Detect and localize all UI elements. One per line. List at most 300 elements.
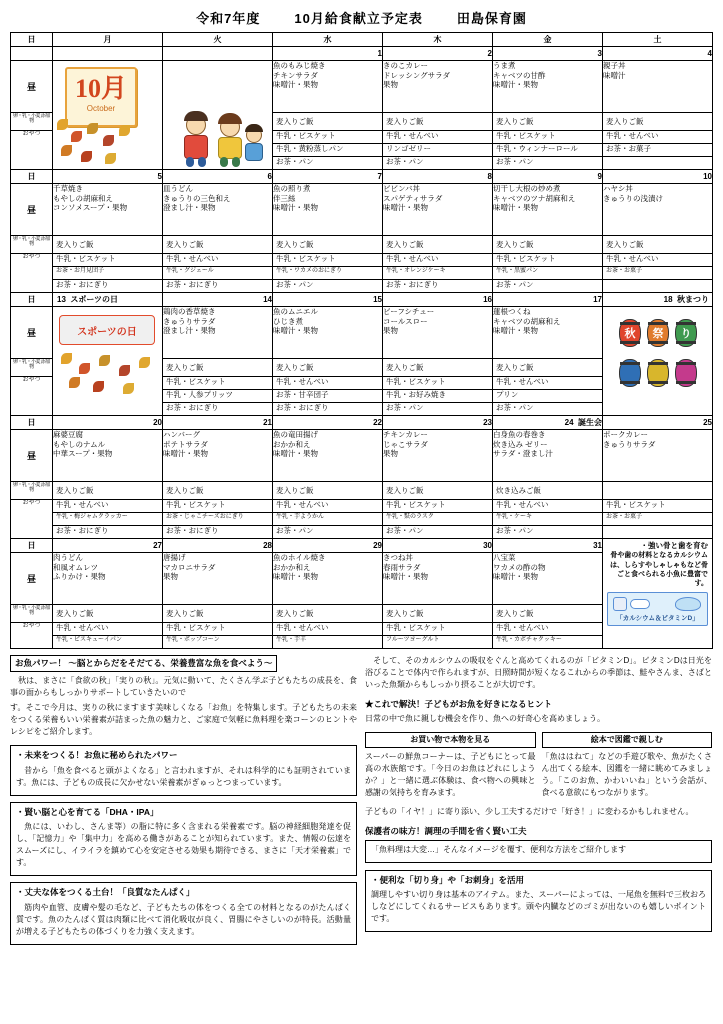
lunch-label: 昼	[11, 307, 53, 359]
snack-cell: 牛乳・せんべい	[603, 254, 713, 267]
menu-item: 肉うどん	[53, 553, 83, 562]
dow-header-row	[11, 33, 713, 47]
tip-books	[542, 732, 713, 802]
snack-cell: お茶・パン	[493, 526, 603, 539]
rice-cell: 麦入りご飯	[53, 236, 163, 254]
snack-label: おやつ	[11, 254, 53, 293]
menu-item: キャベツの胡麻和え	[493, 316, 561, 326]
lunch-menu-cell	[163, 553, 273, 605]
dow-wed: 水	[273, 33, 383, 47]
menu-item: 味噌汁	[603, 70, 626, 80]
leaf-icon	[69, 377, 80, 388]
snack-cell: 牛乳・せんべい	[53, 500, 163, 513]
menu-item: ハンバーグ	[163, 430, 200, 439]
menu-item: 澄まし汁・果物	[163, 326, 216, 336]
lantern-icon	[619, 319, 641, 347]
newsletter-articles	[10, 655, 713, 951]
allergy-label: 卵・乳・小麦 添加物	[11, 359, 53, 377]
menu-item: うま煮	[493, 61, 516, 70]
lantern-icon	[647, 359, 669, 387]
dow-sun-repeat: 日	[11, 170, 53, 184]
article-heading: ★これで解決！子どもがお魚を好きになるヒント	[365, 699, 553, 709]
snack-label: おやつ	[11, 623, 53, 649]
page-title: 10月給食献立予定表	[294, 11, 423, 26]
event-label: 誕生会	[578, 418, 602, 427]
snack-3-row	[11, 267, 713, 280]
snack-cell: 牛乳・梅ジャムクラッカー	[53, 513, 163, 526]
snack-cell: 牛乳・せんべい	[163, 254, 273, 267]
snack-cell: 牛乳・ビスケット	[493, 131, 603, 144]
lunch-menu-cell	[383, 61, 493, 113]
menu-item: ポテトサラダ	[163, 439, 208, 449]
article-future-power	[10, 745, 357, 796]
snack-cell: 牛乳・ビスケット	[603, 500, 713, 513]
menu-item: コンソメスープ・果物	[53, 203, 128, 213]
sports-day-illustration-cell	[53, 307, 163, 416]
rice-cell: 麦入りご飯	[273, 236, 383, 254]
snack-cell: お茶・パン	[493, 280, 603, 293]
menu-item: 魚の照り煮	[273, 184, 311, 193]
rice-cell: 麦入りご飯	[163, 236, 273, 254]
date-cell: 14	[163, 293, 273, 307]
snack-cell: お茶・お菓子	[603, 267, 713, 280]
snack-cell: お茶・じゃこチーズおにぎり	[163, 513, 273, 526]
dow-sun-repeat: 日	[11, 416, 53, 430]
dow-sun-repeat: 日	[11, 293, 53, 307]
snack-cell: 牛乳・オレンジケーキ	[383, 267, 493, 280]
snack-cell: 牛乳・せんべい	[273, 377, 383, 390]
snack-cell: 牛乳・せんべい	[273, 623, 383, 636]
era-label: 令和7年度	[196, 11, 261, 26]
snack-cell: 牛乳・芋ようかん	[273, 513, 383, 526]
date-cell: 28	[163, 539, 273, 553]
october-illustration-cell	[53, 61, 163, 170]
lunch-menu-cell	[383, 307, 493, 359]
article-dha-ipa	[10, 802, 357, 877]
snack-cell: 牛乳・芋羊	[273, 636, 383, 649]
rice-row	[11, 236, 713, 254]
snack-6-row	[11, 280, 713, 293]
date-cell: 8	[383, 170, 493, 184]
lunch-menu-cell	[603, 430, 713, 482]
menu-item: 味噌汁・果物	[383, 203, 428, 213]
snack-cell: お茶・おにぎり	[53, 526, 163, 539]
article-tips	[365, 732, 712, 818]
snack-cell: 牛乳・ワカメのおにぎり	[273, 267, 383, 280]
article-paragraph: スーパーの鮮魚コーナーは、子どもにとって最高の水族館です。「今日のお魚はどれにしようか？」と一緒に選ぶ体験は、食べ物への興味と感謝の気持ちを育みます。	[365, 751, 536, 797]
snack-cell: 牛乳・ビスケット	[273, 254, 383, 267]
menu-item: チキンサラダ	[273, 70, 318, 80]
leaf-icon	[105, 153, 116, 164]
snack-cell: プリン	[493, 390, 603, 403]
lunch-menu-cell	[273, 184, 383, 236]
menu-item: 魚の竜田揚げ	[273, 430, 318, 439]
article-paragraph: 子どもの「イヤ！」に寄り添い、少し工夫するだけで「好き！」に変わるかもしれません。	[365, 806, 694, 816]
menu-item: 味噌汁・果物	[273, 80, 318, 90]
date-cell: 9	[493, 170, 603, 184]
article-vitamin-d	[365, 655, 712, 691]
article-paragraph: そして、そのカルシウムの吸収をぐんと高めてくれるのが「ビタミンD」。ビタミンDは日光を浴びることで体内で作られますが、日照時間が短くなるこれからの季節は、鮭やさんま、さばといった魚類からもしっかり摂ることが大切です。	[365, 656, 712, 689]
lunch-menu-cell	[493, 553, 603, 605]
date-cell: 20	[53, 416, 163, 430]
article-heading: ・便利な「切り身」や「お刺身」を活用	[371, 874, 525, 885]
rice-cell	[603, 482, 713, 500]
document-header	[10, 8, 713, 27]
calcium-heading: ・強い骨と歯を育む	[640, 541, 708, 550]
snack-label: おやつ	[11, 131, 53, 170]
leaf-icon	[61, 353, 72, 364]
menu-item: ワカメの酢の物	[493, 562, 546, 572]
date-row	[11, 416, 713, 430]
tip-heading: 絵本で図鑑で親しむ	[542, 732, 713, 748]
lunch-label: 昼	[11, 430, 53, 482]
tip-heading: お買い物で本物を見る	[365, 732, 536, 748]
menu-item: 味噌汁・果物	[273, 326, 318, 336]
menu-item: 麻婆豆腐	[53, 430, 83, 439]
rice-cell: 麦入りご飯	[273, 482, 383, 500]
allergy-label: 卵・乳・小麦 添加物	[11, 482, 53, 500]
date-cell: 27	[53, 539, 163, 553]
snack-cell: 牛乳・ケーキ	[493, 513, 603, 526]
date-cell: 23	[383, 416, 493, 430]
rice-cell: 炊き込みご飯	[493, 482, 603, 500]
menu-item: 千草焼き	[53, 184, 83, 193]
lunch-menu-cell	[383, 184, 493, 236]
menu-item: きゅうりの三色和え	[163, 193, 231, 203]
menu-item: 味噌汁・果物	[163, 449, 208, 459]
rice-row	[11, 482, 713, 500]
menu-item: 味噌汁・果物	[383, 572, 428, 582]
snack-9-row	[11, 254, 713, 267]
sports-day-banner: スポーツの日	[59, 315, 155, 345]
leaf-icon	[71, 131, 82, 142]
snack-cell: お茶・パン	[493, 403, 603, 416]
article-paragraph: 秋は、まさに「食欲の秋」「実りの秋」。元気に動いて、たくさん学ぶ子どもたちの成長を、食事の面からもしっかりサポートしていきたいので	[10, 675, 357, 697]
date-cell: 30	[383, 539, 493, 553]
leaf-icon	[119, 365, 130, 376]
rice-cell: 麦入りご飯	[273, 113, 383, 131]
menu-item: 味噌汁・果物	[493, 203, 538, 213]
menu-item: サラダ・澄まし汁	[493, 449, 553, 459]
october-card	[65, 67, 137, 127]
lantern-char: り	[680, 328, 692, 340]
snack-cell: お茶・おにぎり	[273, 403, 383, 416]
menu-item: 魚のムニエル	[273, 307, 318, 316]
snack-cell: お茶・おにぎり	[163, 403, 273, 416]
date-row	[11, 170, 713, 184]
leaf-icon	[123, 383, 134, 394]
lunch-menu-cell	[493, 184, 603, 236]
rice-cell: 麦入りご飯	[493, 236, 603, 254]
rice-cell: 麦入りご飯	[603, 236, 713, 254]
october-card-english: October	[86, 103, 116, 113]
snack-cell: 牛乳・黄粉蒸しパン	[273, 144, 383, 157]
menu-item: コールスロー	[383, 316, 428, 326]
date-number: 18	[663, 295, 673, 304]
leaf-icon	[99, 355, 110, 366]
lantern-icon	[675, 359, 697, 387]
rice-cell: 麦入りご飯	[163, 605, 273, 623]
lantern-icon	[619, 359, 641, 387]
snack-label: おやつ	[11, 500, 53, 539]
menu-item: ビーフシチュー	[383, 307, 435, 316]
date-row	[11, 293, 713, 307]
leaf-icon	[119, 125, 130, 136]
date-cell: 5	[53, 170, 163, 184]
snack-cell: 牛乳・黒蜜パン	[493, 267, 603, 280]
snack-cell	[603, 157, 713, 170]
snack-cell	[603, 526, 713, 539]
article-paragraph: 「魚料理は大変…」そんなイメージを覆す、便利な方法をご紹介します	[371, 844, 627, 854]
menu-item: スパゲティサラダ	[383, 193, 443, 203]
menu-item: おかか和え	[273, 439, 311, 449]
menu-item: 唐揚げ	[163, 553, 186, 562]
menu-item: 味噌汁・果物	[493, 572, 538, 582]
snack-cell: 牛乳・グジェール	[163, 267, 273, 280]
snack-cell: 牛乳・せんべい	[603, 131, 713, 144]
menu-item: 魚のもみじ焼き	[273, 61, 326, 70]
date-number: 13	[57, 295, 66, 304]
date-cell-event	[53, 293, 163, 307]
rice-cell: 麦入りご飯	[383, 113, 493, 131]
article-heading: 保護者の味方！調理の手間を省く賢い工夫	[365, 825, 527, 836]
date-cell: 22	[273, 416, 383, 430]
menu-item: 春雨サラダ	[383, 562, 421, 572]
date-cell-event	[493, 416, 603, 430]
lunch-menu-cell	[53, 184, 163, 236]
menu-item: マカロニサラダ	[163, 562, 216, 572]
menu-item: 味噌汁・果物	[493, 326, 538, 336]
lantern-char: 秋	[624, 328, 636, 340]
lunch-menu-cell	[383, 430, 493, 482]
snack-cell: 牛乳・ビスケット	[383, 623, 493, 636]
rice-cell: 麦入りご飯	[383, 236, 493, 254]
dow-tue: 火	[163, 33, 273, 47]
menu-item: 切干し大根の炒め煮	[493, 184, 561, 193]
article-heading: ・丈夫な体をつくる土台！「良質なたんぱく」	[16, 887, 195, 898]
menu-item: 味噌汁・果物	[493, 80, 538, 90]
snack-cell: お茶・お月見団子	[53, 267, 163, 280]
lunch-row	[11, 184, 713, 236]
snack-cell: フルーツヨーグルト	[383, 636, 493, 649]
article-paragraph: 魚には、いわし、さんま等）の脂に特に多く含まれる栄養素です。脳の神経細胞発達を促し、「記憶力」や「集中力」を高める働きがあることが知られています。また、情報の伝達をスムーズにし、イライラを鎮めて心を安定させる効果も期待できる、まさに「天才栄養素」です。	[16, 822, 351, 868]
calcium-caption: 「カルシウム＆ビタミンD」	[616, 615, 699, 623]
rice-cell: 麦入りご飯	[383, 605, 493, 623]
snack-cell: お茶・おにぎり	[163, 526, 273, 539]
rice-cell: 麦入りご飯	[53, 605, 163, 623]
snack-cell: 牛乳・せんべい	[493, 500, 603, 513]
snack-cell: 牛乳・せんべい	[493, 623, 603, 636]
rice-cell: 麦入りご飯	[273, 359, 383, 377]
rice-cell: 麦入りご飯	[383, 359, 493, 377]
matsuri-illustration-cell	[603, 307, 713, 416]
date-cell: 29	[273, 539, 383, 553]
leaf-icon	[139, 357, 150, 368]
lantern-icon	[647, 319, 669, 347]
date-cell: 15	[273, 293, 383, 307]
menu-item: 炊き込み ゼリー	[493, 439, 548, 449]
date-cell-event	[603, 293, 713, 307]
snack-cell: 牛乳・せんべい	[273, 500, 383, 513]
rice-cell: 麦入りご飯	[493, 605, 603, 623]
children-illustration	[180, 105, 266, 167]
allergy-label: 卵・乳・小麦 添加物	[11, 236, 53, 254]
lunch-menu-cell	[493, 307, 603, 359]
article-column-right	[365, 655, 712, 951]
menu-item: 蓮根つくね	[493, 307, 531, 316]
lunch-menu-cell	[273, 553, 383, 605]
menu-item: 果物	[163, 572, 178, 582]
dow-thu: 木	[383, 33, 493, 47]
date-cell: 21	[163, 416, 273, 430]
snack-cell: 牛乳・ピスキューイパン	[53, 636, 163, 649]
snack-cell: お茶・パン	[273, 526, 383, 539]
lunch-menu-cell	[53, 430, 163, 482]
leaf-icon	[57, 119, 68, 130]
article-paragraph: す。そこで今月は、実りの秋にますます美味しくなる「お魚」を特集します。子どもたちの未来をつくる栄養もいい栄養素が詰まった魚の魅力と、ご家庭で気軽に魚料理を楽コーンのヒントやレシピをご紹介します。	[10, 702, 357, 736]
date-cell: 1	[273, 47, 383, 61]
snack-cell: お茶・パン	[273, 280, 383, 293]
menu-item: ビビンバ丼	[383, 184, 420, 193]
menu-item: 皿うどん	[163, 184, 193, 193]
snack-cell: 牛乳・ビスケット	[53, 254, 163, 267]
snack-cell: 牛乳・ポップコーン	[163, 636, 273, 649]
article-paragraph: 調理しやすい切り身は基本のアイテム。また、スーパーによっては、一尾魚を無料で三枚おろしなどにしてくれるサービスもあります。頭や内臓などのゴミが出ないのも嬉しいポイントです。	[371, 890, 706, 924]
rice-cell: 麦入りご飯	[383, 482, 493, 500]
menu-calendar	[10, 32, 713, 649]
date-cell: 16	[383, 293, 493, 307]
snack-cell: 牛乳・ウィンナーロール	[493, 144, 603, 157]
snack-cell: 牛乳・人参プリッツ	[163, 390, 273, 403]
rice-cell: 麦入りご飯	[603, 113, 713, 131]
snack-cell: リンゴゼリー	[383, 144, 493, 157]
menu-item: 味噌汁・果物	[273, 203, 318, 213]
leaf-icon	[79, 363, 90, 374]
snack-cell: お茶・お菓子	[603, 144, 713, 157]
menu-item: キャベツの甘酢	[493, 70, 546, 80]
snack-cell: 牛乳・ビスケット	[383, 377, 493, 390]
date-cell: 10	[603, 170, 713, 184]
date-cell: 17	[493, 293, 603, 307]
rice-cell: 麦入りご飯	[273, 605, 383, 623]
snack-cell: 牛乳・せんべい	[383, 131, 493, 144]
menu-item: ポークカレー	[603, 430, 648, 439]
article-paragraph: 筋肉や血管、皮膚や髪の毛など、子どもたちの体をつくる全ての材料となるのがたんぱく質です。魚のたんぱく質は肉類に比べて消化吸収が良く、胃腸にやさしいのが特長。活動量が増える子どもたちの体づくりを力強く支えます。	[16, 903, 351, 936]
snack-cell: お茶・お菓子	[603, 513, 713, 526]
lunch-label: 昼	[11, 61, 53, 113]
snack-6-row	[11, 526, 713, 539]
lunch-label: 昼	[11, 184, 53, 236]
snack-cell: お茶・パン	[493, 157, 603, 170]
rice-cell: 麦入りご飯	[53, 482, 163, 500]
leaf-icon	[61, 145, 72, 156]
menu-item: チキンカレー	[383, 430, 428, 439]
menu-item: キャベツのツナ胡麻和え	[493, 193, 576, 203]
article-paragraph: 昔から「魚を食べると頭がよくなる」と言われますが、それは科学的にも証明されています。魚には、子どもの成長に欠かせない栄養素がぎゅっとつまっています。	[16, 765, 351, 787]
snack-cell: 牛乳・お好み焼き	[383, 390, 493, 403]
snack-cell: 牛乳・ビスケット	[163, 377, 273, 390]
lunch-menu-cell	[163, 430, 273, 482]
snack-cell: 牛乳・カボチャクッキー	[493, 636, 603, 649]
menu-item: 中華スープ・果物	[53, 449, 113, 459]
snack-cell: 牛乳・麩のラスク	[383, 513, 493, 526]
menu-item: 味噌汁・果物	[273, 572, 318, 582]
snack-cell: お茶・パン	[383, 403, 493, 416]
date-cell: 25	[603, 416, 713, 430]
menu-item: 味噌汁・果物	[273, 449, 318, 459]
menu-item: 魚のホイル焼き	[273, 553, 326, 562]
menu-item: おかか和え	[273, 562, 311, 572]
dow-sun: 日	[11, 33, 53, 47]
snack-cell: 牛乳・ビスケット	[273, 131, 383, 144]
date-row	[11, 539, 713, 553]
allergy-label: 卵・乳・小麦 添加物	[11, 605, 53, 623]
date-cell: 3	[493, 47, 603, 61]
article-hint-heading	[365, 698, 712, 725]
leaf-icon	[87, 123, 98, 134]
menu-item: 果物	[383, 80, 398, 90]
menu-item: 澄まし汁・果物	[163, 203, 216, 213]
lunch-row	[11, 307, 713, 359]
snack-cell: お茶・おにぎり	[383, 280, 493, 293]
date-cell: 6	[163, 170, 273, 184]
menu-item: きのこカレー	[383, 61, 428, 70]
article-heading: ・未来をつくる！お魚に秘められたパワー	[16, 749, 178, 760]
article-protein	[10, 882, 357, 945]
snack-cell: 牛乳・ビスケット	[163, 500, 273, 513]
article-note-box	[365, 840, 712, 863]
event-label: 秋まつり	[677, 295, 709, 304]
lunch-menu-cell	[53, 553, 163, 605]
menu-item: きゅうりサラダ	[603, 439, 656, 449]
snack-3-row	[11, 513, 713, 526]
lunch-menu-cell	[273, 307, 383, 359]
lunch-row	[11, 61, 713, 113]
leaf-icon	[81, 151, 92, 162]
calcium-illustration	[607, 592, 708, 626]
menu-item: ひじき煮	[273, 316, 303, 326]
lunch-menu-cell	[383, 553, 493, 605]
lunch-menu-cell	[493, 430, 603, 482]
rice-cell: 麦入りご飯	[493, 113, 603, 131]
menu-item: 八宝菜	[493, 553, 516, 562]
snack-cell: 牛乳・ビスケット	[383, 500, 493, 513]
article-paragraph: 日常の中で魚に親しむ機会を作り、魚への好奇心を高めましょう。	[365, 713, 605, 723]
menu-item: じゃこサラダ	[383, 439, 428, 449]
snack-label: おやつ	[11, 377, 53, 416]
lantern-char: 祭	[652, 328, 664, 340]
date-cell	[163, 47, 273, 61]
tip-shopping	[365, 732, 536, 802]
snack-cell: お茶・パン	[273, 157, 383, 170]
article-parent-support	[365, 825, 712, 863]
article-column-left	[10, 655, 357, 951]
snack-cell: お茶・おにぎり	[53, 280, 163, 293]
lunch-label: 昼	[11, 553, 53, 605]
dow-fri: 金	[493, 33, 603, 47]
calcium-info-cell	[603, 539, 713, 649]
menu-item: ふりかけ・果物	[53, 572, 106, 582]
children-illustration-cell	[163, 61, 273, 170]
snack-cell: 牛乳・せんべい	[383, 254, 493, 267]
allergy-label: 卵・乳・小麦 添加物	[11, 113, 53, 131]
date-cell: 2	[383, 47, 493, 61]
lunch-menu-cell	[493, 61, 603, 113]
snack-cell: お茶・パン	[383, 157, 493, 170]
calcium-body: 骨や歯の材料となるカルシウムは、しらすやしゃしゃもなど骨ごと食べられる小魚に豊富です。	[610, 552, 708, 588]
menu-item: 伴三絲	[273, 193, 296, 203]
organization-name: 田島保育園	[456, 11, 527, 26]
